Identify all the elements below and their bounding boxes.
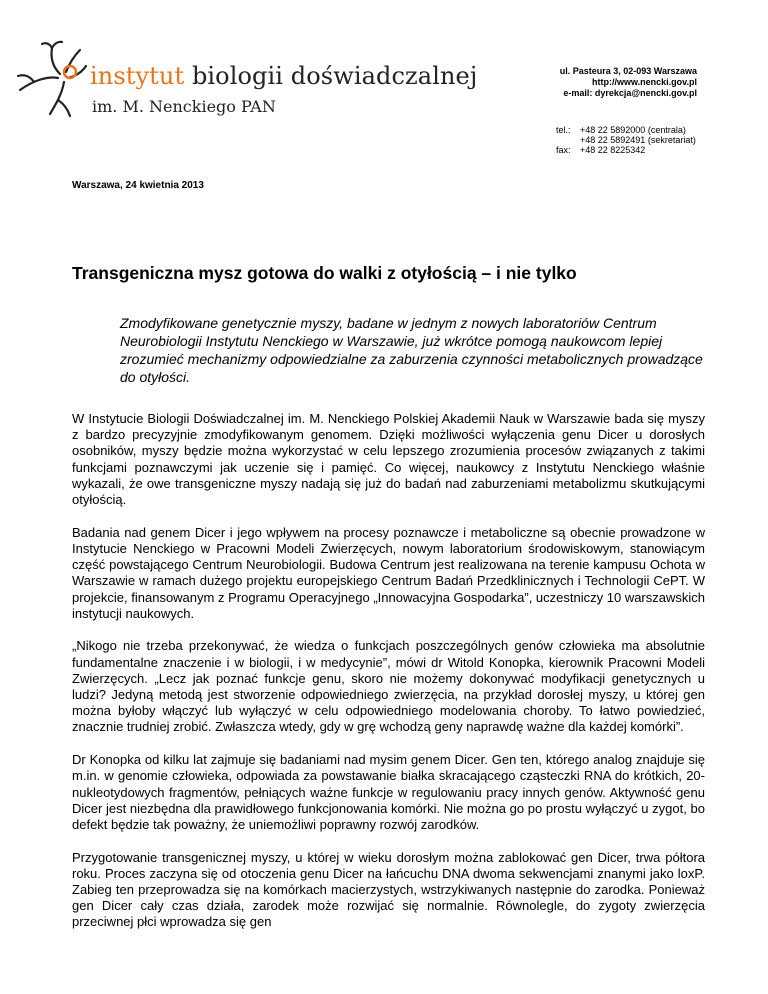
contact-block — [556, 125, 696, 155]
address-block — [560, 66, 697, 99]
tel-label: tel.: — [556, 125, 571, 135]
lead-paragraph: Zmodyfikowane genetycznie myszy, badane w jednym z nowych laboratoriów Centrum Neurobiologii Instytutu Nenckiego w Warszawie, już wkrótce pomogą naukowcom lepiej zrozumieć mechanizmy odpowiedzialne za zaburzenia czynności metabolicznych prowadzące do otyłości. — [120, 315, 703, 385]
document-date: Warszawa, 24 kwietnia 2013 — [72, 180, 204, 191]
street-address: ul. Pasteura 3, 02-093 Warszawa — [559, 66, 697, 76]
website-link[interactable]: http://www.nencki.gov.pl — [592, 77, 697, 87]
institute-patron: im. M. Nenckiego PAN — [92, 97, 276, 116]
body-paragraph: „Nikogo nie trzeba przekonywać, że wiedza o funkcjach poszczególnych genów człowieka ma absolutnie fundamentalne znaczenie i w biologii, i w medycynie”, mówi dr Witold Konopka, kierownik Pracowni Modeli Zwierzęcych. „Lecz jak poznać funkcje genu, skoro nie możemy dokonywać modyfikacji genetycznych u ludzi? Jedyną metodą jest stworzenie odpowiedniego zwierzęcia, na przykład dorosłej myszy, u której gen można byłoby włączyć lub wyłączyć w celu odpowiedniego modelowania choroby. To łatwo powiedzieć, znacznie trudniej zrobić. Zwłaszcza wtedy, gdy w grę wchodzą geny naprawdę ważne dla każdej komórki”. — [72, 638, 705, 735]
email-link[interactable]: e-mail: dyrekcja@nencki.gov.pl — [563, 88, 697, 98]
page-title: Transgeniczna mysz gotowa do walki z otyłością – i nie tylko — [72, 263, 577, 283]
body-paragraph: Badania nad genem Dicer i jego wpływem na procesy poznawcze i metaboliczne są obecnie prowadzone w Instytucie Nenckiego w Pracowni Modeli Zwierzęcych, nowym laboratorium środowiskowym, stanowiącym część powstającego Centrum Neurobiologii. Budowa Centrum jest realizowana na terenie kampusu Ochota w Warszawie w ramach dużego projektu europejskiego Centrum Badań Przedklinicznych i Technologii CePT. W projekcie, finansowanym z Programu Operacyjnego „Innowacyjna Gospodarka”, uczestniczy 10 warszawskich instytucji naukowych. — [72, 524, 705, 621]
institute-name — [90, 62, 477, 90]
body-paragraph: W Instytucie Biologii Doświadczalnej im. M. Nenckiego Polskiej Akademii Nauk w Warszawie bada się myszy z bardzo precyzyjnie zmodyfikowanym genomem. Dzięki możliwości wyłączenia genu Dicer u dorosłych osobników, myszy będzie można wykorzystać w celu lepszego zrozumienia procesów związanych z takimi funkcjami poznawczymi jak uczenie się i pamięć. Co więcej, naukowcy z Instytutu Nenckiego właśnie wykazali, że owe transgeniczne myszy nadają się już do badań nad zaburzeniami metabolizmu skutkującymi otyłością. — [72, 411, 705, 508]
institute-name-accent: instytut — [90, 62, 185, 90]
article-body — [72, 411, 705, 947]
institute-name-rest: biologii doświadczalnej — [191, 62, 478, 90]
fax-label: fax: — [556, 145, 571, 155]
neuron-logo-icon — [14, 38, 94, 118]
fax-number: +48 22 8225342 — [580, 145, 646, 155]
body-paragraph: Dr Konopka od kilku lat zajmuje się badaniami nad mysim genem Dicer. Gen ten, którego analog znajduje się m.in. w genomie człowieka, odpowiada za powstawanie białka skracającego cząsteczki RNA do krótkich, 20-nukleotydowych fragmentów, pełniących ważne funkcje w regulowaniu pracy innych genów. Aktywność genu Dicer jest niezbędna dla prawidłowego funkcjonowania komórki. Nie można go po prostu wyłączyć u zygot, bo defekt będzie tak poważny, że uniemożliwi poprawny rozwój zarodków. — [72, 752, 705, 832]
tel-secretariat: +48 22 5892491 (sekretariat) — [580, 135, 696, 145]
body-paragraph: Przygotowanie transgenicznej myszy, u której w wieku dorosłym można zablokować gen Dicer, trwa półtora roku. Proces zaczyna się od otoczenia genu Dicer na łańcuchu DNA dwoma sekwencjami znanymi jako loxP. Zabieg ten przeprowadza się na komórkach macierzystych, wstrzykiwanych następnie do zarodka. Ponieważ gen Dicer cały czas działa, zarodek może rozwijać się normalnie. Równolegle, do zygoty zwierzęcia przeciwnej płci wprowadza się gen — [72, 849, 705, 930]
tel-central: +48 22 5892000 (centrala) — [580, 125, 686, 135]
